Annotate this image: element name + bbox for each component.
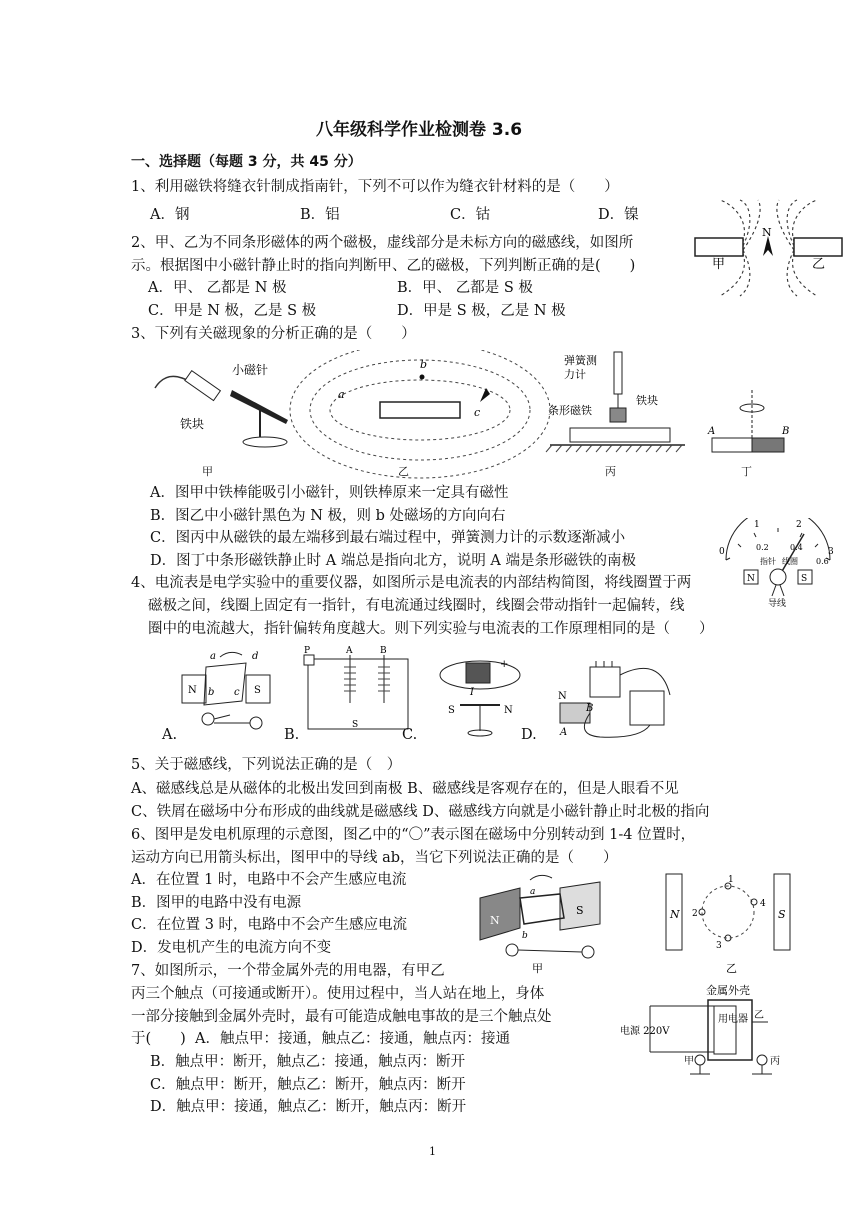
q3-figures bbox=[140, 350, 820, 480]
q7-label-yi: 乙 bbox=[754, 1010, 764, 1021]
q3-label-spring2: 力计 bbox=[564, 368, 586, 381]
q2-label-n: N bbox=[762, 226, 772, 239]
q4-fig-a bbox=[182, 651, 270, 729]
q2-option-c: C．甲是 N 极，乙是 S 极 bbox=[148, 303, 317, 319]
question-7-stem-line1: 7、如图所示，一个带金属外壳的用电器，有甲乙 bbox=[131, 963, 445, 979]
q3-caption-ding: 丁 bbox=[741, 465, 752, 478]
q4d-label-n: N bbox=[558, 691, 567, 702]
q6-pos-4: 4 bbox=[760, 899, 766, 909]
q6-pos-1: 1 bbox=[728, 875, 734, 885]
q4b-label-a: A bbox=[346, 646, 353, 656]
meter-s: S bbox=[801, 574, 808, 584]
q3-label-iron-jia: 铁块 bbox=[180, 417, 205, 431]
q4a-label-d: d bbox=[252, 651, 259, 662]
q3-label-iron-bing: 铁块 bbox=[636, 394, 658, 407]
section-heading: 一、选择题（每题 3 分，共 45 分） bbox=[131, 154, 362, 170]
q4a-label-c: c bbox=[234, 687, 240, 698]
meter-0-4: 0.4 bbox=[790, 543, 803, 552]
q4-fig-b bbox=[304, 646, 408, 730]
meter-2: 2 bbox=[796, 520, 802, 530]
q1-option-b: B．铝 bbox=[300, 207, 340, 223]
q4c-label-n: N bbox=[504, 705, 513, 716]
q1-option-c: C．钴 bbox=[450, 207, 491, 223]
q7-option-a: A．触点甲：接通，触点乙：接通，触点丙：接通 bbox=[195, 1031, 510, 1047]
meter-0-6: 0.6 bbox=[816, 557, 829, 566]
q4-fig-c bbox=[440, 659, 520, 736]
meter-wire-label: 导线 bbox=[768, 599, 787, 608]
question-4-stem-line2: 磁极之间，线圈上固定有一指针，有电流通过线圈时，线圈会带动指针一起偏转，线 bbox=[148, 598, 685, 614]
q3-label-ding-a: A bbox=[708, 426, 716, 437]
q6-fig-yi bbox=[666, 874, 790, 975]
question-4-stem-line1: 4、电流表是电学实验中的重要仪器，如图所示是电流表的内部结构简图，将线圈置于两 bbox=[131, 575, 692, 591]
q3-fig-jia bbox=[155, 362, 288, 447]
question-2-stem-line2: 示。根据图中小磁针静止时的指向判断甲、乙的磁极，下列判断正确的是( ) bbox=[131, 258, 636, 274]
ammeter-figure bbox=[716, 518, 840, 608]
q3-caption-bing: 丙 bbox=[605, 465, 616, 478]
q6-option-b: B．图甲的电路中没有电源 bbox=[131, 895, 302, 911]
q7-label-bing: 丙 bbox=[770, 1056, 780, 1067]
q3-label-c: c bbox=[474, 406, 481, 419]
q3-label-needle: 小磁针 bbox=[232, 363, 269, 377]
q6-caption-yi: 乙 bbox=[726, 962, 737, 975]
q4b-label-p: P bbox=[304, 646, 311, 656]
meter-coil-label: 线圈 bbox=[782, 557, 798, 566]
q6-option-d: D．发电机产生的电流方向不变 bbox=[131, 940, 332, 956]
q3-caption-yi: 乙 bbox=[398, 465, 409, 478]
q4a-label-b: b bbox=[208, 687, 215, 698]
meter-3: 3 bbox=[828, 547, 834, 557]
q6-label-s: S bbox=[576, 904, 584, 917]
q3-option-a: A．图甲中铁棒能吸引小磁针，则铁棒原来一定具有磁性 bbox=[150, 485, 509, 501]
q2-option-b: B．甲、 乙都是 S 极 bbox=[397, 280, 533, 296]
meter-n: N bbox=[747, 574, 755, 584]
q7-option-d: D．触点甲：接通，触点乙：断开，触点丙：断开 bbox=[150, 1099, 467, 1115]
question-3-stem: 3、下列有关磁现象的分析正确的是（ ） bbox=[131, 326, 416, 342]
q5-options-line2: C、铁屑在磁场中分布形成的曲线就是磁感线 D、磁感线方向就是小磁针静止时北极的指向 bbox=[131, 804, 710, 820]
q6-caption-jia: 甲 bbox=[532, 962, 543, 975]
q3-option-d: D．图丁中条形磁铁静止时 A 端总是指向北方，说明 A 端是条形磁铁的南极 bbox=[150, 553, 637, 569]
q6-label-n: N bbox=[490, 914, 500, 927]
q6-label-a: a bbox=[530, 887, 536, 897]
q2-option-a: A．甲、 乙都是 N 极 bbox=[148, 280, 287, 296]
q6-fig-jia bbox=[480, 875, 600, 975]
q3-label-spring1: 弹簧测 bbox=[564, 354, 597, 367]
q4b-label-b: B bbox=[380, 646, 387, 656]
meter-1: 1 bbox=[754, 520, 760, 530]
meter-0: 0 bbox=[719, 547, 725, 557]
q6-label-right-n: N bbox=[670, 908, 680, 921]
q4-option-a-letter: A. bbox=[162, 727, 178, 743]
q7-option-c: C．触点甲：断开，触点乙：断开，触点丙：断开 bbox=[150, 1077, 466, 1093]
q4d-label-b: B bbox=[586, 703, 594, 714]
q2-option-d: D．甲是 S 极，乙是 N 极 bbox=[397, 303, 566, 319]
q3-caption-jia: 甲 bbox=[202, 465, 213, 478]
q3-label-b: b bbox=[420, 358, 428, 371]
q4-option-d-letter: D. bbox=[521, 727, 537, 743]
q4-option-figures bbox=[160, 645, 700, 745]
q4a-label-a: a bbox=[210, 651, 216, 662]
q4-fig-d bbox=[558, 661, 670, 738]
q1-option-d: D．镍 bbox=[598, 207, 639, 223]
q3-fig-bing bbox=[546, 352, 685, 452]
question-6-stem-line1: 6、图甲是发电机原理的示意图，图乙中的“〇”表示图在磁场中分别转动到 1-4 位置时， bbox=[131, 827, 696, 843]
q3-label-magnet: 条形磁铁 bbox=[548, 404, 592, 417]
q4a-label-n: N bbox=[188, 685, 197, 696]
q1-option-a: A．钢 bbox=[150, 207, 190, 223]
q3-fig-ding bbox=[707, 390, 789, 452]
q7-circuit-figure bbox=[620, 982, 820, 1082]
q4b-label-s: S bbox=[352, 720, 359, 730]
question-7-stem-line4: 于( ) bbox=[131, 1031, 186, 1047]
question-4-stem-line3: 圈中的电流越大，指针偏转角度越大。则下列实验与电流表的工作原理相同的是（ ） bbox=[148, 621, 714, 637]
question-1-stem: 1、利用磁铁将缝衣针制成指南针，下列不可以作为缝衣针材料的是（ ） bbox=[131, 179, 619, 195]
q7-label-power: 电源 220V bbox=[620, 1026, 670, 1037]
q6-pos-2: 2 bbox=[692, 909, 698, 919]
q6-option-c: C．在位置 3 时，电路中不会产生感应电流 bbox=[131, 917, 408, 933]
q7-label-jia: 甲 bbox=[684, 1056, 694, 1067]
q2-label-jia: 甲 bbox=[712, 257, 726, 272]
q6-figures bbox=[460, 868, 810, 978]
q6-option-a: A．在位置 1 时，电路中不会产生感应电流 bbox=[131, 872, 407, 888]
q4c-label-s: S bbox=[448, 705, 455, 716]
page-number: 1 bbox=[429, 1145, 436, 1158]
q7-label-appliance: 用电器 bbox=[718, 1014, 748, 1025]
question-5-stem: 5、关于磁感线，下列说法正确的是（ ） bbox=[131, 757, 402, 773]
q4d-label-a: A bbox=[560, 727, 568, 738]
q4-option-c-letter: C. bbox=[402, 727, 418, 743]
q3-option-c: C．图丙中从磁铁的最左端移到最右端过程中，弹簧测力计的示数逐渐减小 bbox=[150, 530, 626, 546]
q3-label-ding-b: B bbox=[782, 426, 790, 437]
page-title: 八年级科学作业检测卷 3.6 bbox=[316, 120, 523, 140]
q5-options-line1: A、磁感线总是从磁体的北极出发回到南极 B、磁感线是客观存在的，但是人眼看不见 bbox=[131, 781, 679, 797]
q7-option-b: B．触点甲：断开，触点乙：接通，触点丙：断开 bbox=[150, 1054, 466, 1070]
question-6-stem-line2: 运动方向已用箭头标出，图甲中的导线 ab，当它下列说法正确的是（ ） bbox=[131, 850, 618, 866]
question-7-stem-line2: 丙三个触点（可接通或断开）。使用过程中，当人站在地上，身体 bbox=[131, 986, 545, 1002]
question-7-stem-line3: 一部分接触到金属外壳时，最有可能造成触电事故的是三个触点处 bbox=[131, 1009, 552, 1025]
q4-option-b-letter: B. bbox=[284, 727, 300, 743]
q6-pos-3: 3 bbox=[716, 941, 722, 951]
meter-pointer-label: 指针 bbox=[760, 557, 776, 566]
q4a-label-s: S bbox=[254, 685, 261, 696]
q4c-label-i: I bbox=[470, 687, 474, 698]
meter-0-2: 0.2 bbox=[756, 543, 769, 552]
q6-label-b: b bbox=[522, 931, 528, 941]
q3-option-b: B．图乙中小磁针黑色为 N 极，则 b 处磁场的方向向右 bbox=[150, 508, 506, 524]
q6-label-right-s: S bbox=[778, 908, 786, 921]
q7-label-shell: 金属外壳 bbox=[706, 984, 750, 997]
question-2-stem-line1: 2、甲、乙为不同条形磁体的两个磁极，虚线部分是未标方向的磁感线，如图所 bbox=[131, 235, 634, 251]
q2-label-yi: 乙 bbox=[812, 257, 826, 272]
q4c-label-plus: + bbox=[500, 659, 509, 670]
q2-magnet-figure bbox=[690, 198, 850, 298]
q3-label-a: a bbox=[338, 388, 345, 401]
